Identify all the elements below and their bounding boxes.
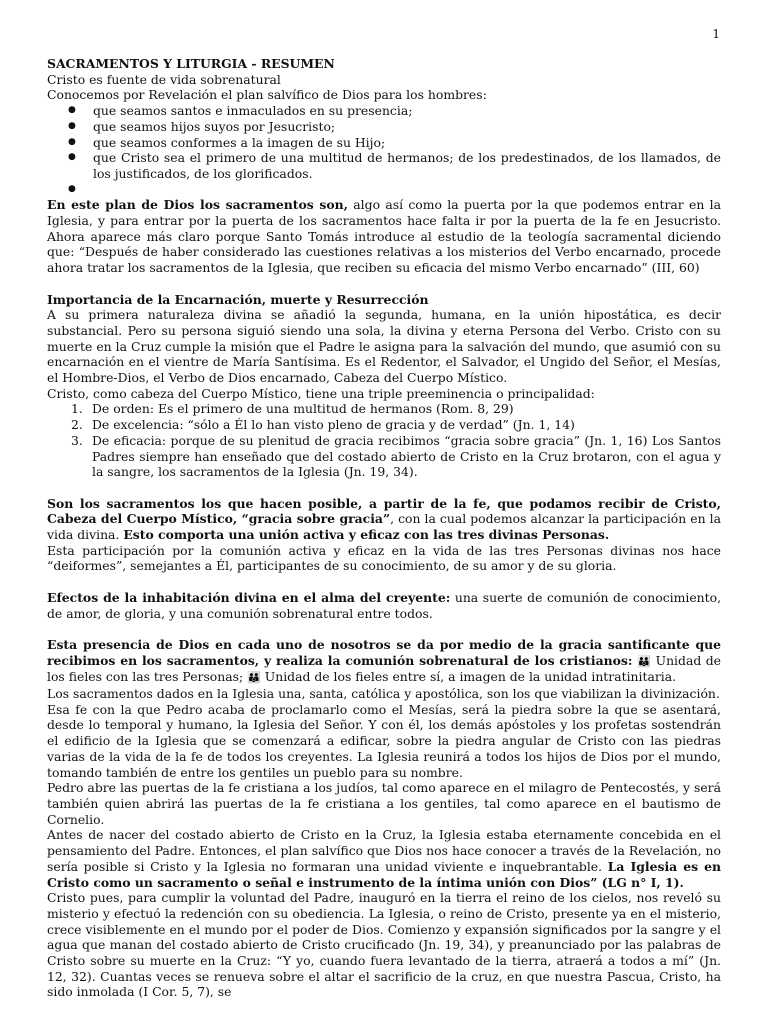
- paragraph-encarnacion: A su primera naturaleza divina se añadió la segunda, humana, en la unión hipostática, es decir substancial. Pero su persona siguió siendo una sola, la divina y eterna Persona del Verbo. Cristo con su muerte en la Cruz cumple la misión que el Padre le asigna para la salvación del mundo, que asumió con su encarnación en el vientre de María Santísima. Es el Redentor, el Salvador, el Ungido del Señor, el Mesías, el Hombre-Dios, el Verbo de Dios encarnado, Cabeza del Cuerpo Místico.: [47, 307, 721, 386]
- paragraph-presencia: [47, 637, 721, 686]
- page-number: 1: [712, 27, 720, 41]
- paragraph-text: Unidad de los fieles con las tres Personas;: [47, 652, 721, 685]
- paragraph-pedro: Esa fe con la que Pedro acaba de proclamarlo como el Mesías, será la piedra sobre la que se asentará, desde lo temporal y humano, la Iglesia del Señor. Y con él, los demás apóstoles y los profetas sostendrán el edificio de la Iglesia que se comenzará a edificar, sobre la piedra angular de Cristo con las piedras varias de la vida de la fe de todos los creyentes. La Iglesia reunirá a todos los hijos de Dios por el mundo, tomando también de entre los gentiles un pueblo para su nombre.: [47, 701, 721, 780]
- bold-lead: Efectos de la inhabitación divina en el alma del creyente:: [47, 589, 451, 605]
- item-text: De orden: Es el primero de una multitud de hermanos (Rom. 8, 29): [92, 401, 514, 417]
- paragraph-pentecostes: Pedro abre las puertas de la fe cristiana a los judíos, tal como aparece en el milagro de Pentecostés, y será también quien abrirá las puertas de la fe cristiana a los gentiles, tal como aparece en el bautismo de Cornelio.: [47, 780, 721, 827]
- numbered-list: [47, 401, 721, 480]
- item-number: 2.: [71, 417, 83, 433]
- bold-lead: Esta presencia de Dios en cada uno de nosotros se da por medio de la gracia santificante que recibimos en los sacramentos, y realiza la comunión sobrenatural de los cristianos:: [47, 636, 721, 668]
- document-title: SACRAMENTOS Y LITURGIA - RESUMEN: [47, 56, 335, 71]
- paragraph-text: una suerte de comunión de conocimiento, de amor, de gloria, y una comunión sobrenatural entre todos.: [47, 589, 722, 621]
- list-item: ● que Cristo sea el primero de una multitud de hermanos; de los predestinados, de los llamados, de los justificados, de los glorificados.: [93, 150, 721, 181]
- bold-text: Esto comporta una unión activa y eficaz con las tres divinas Personas.: [123, 527, 610, 543]
- paragraph-preeminencia: Cristo, como cabeza del Cuerpo Místico, tiene una triple preeminencia o principalidad:: [47, 385, 595, 401]
- intro-line: Conocemos por Revelación el plan salvífico de Dios para los hombres:: [47, 87, 487, 103]
- list-item: [71, 401, 721, 417]
- document-body: [47, 56, 721, 1000]
- list-item: [71, 432, 721, 480]
- paragraph-divinizacion: Los sacramentos dados en la Iglesia una, santa, católica y apostólica, son los que viabilizan la divinización.: [47, 686, 720, 702]
- paragraph-deiformes: Esta participación por la comunión activa y eficaz en la vida de las tres Personas divinas nos hace “deiformes”, semejantes a Él, participantes de su conocimiento, de su amor y de su gloria.: [47, 542, 721, 574]
- list-item: ● que seamos conformes a la imagen de su Hijo;: [93, 135, 721, 151]
- item-text: De excelencia: “sólo a Él lo han visto pleno de gracia y de verdad” (Jn. 1, 14): [92, 417, 575, 433]
- paragraph-sacramentos: [47, 197, 721, 276]
- item-text: De eficacia: porque de su plenitud de gracia recibimos “gracia sobre gracia” (Jn. 1, 16) Los Santos Padres siempre han enseñado que del costado abierto de Cristo en la Cruz brotaron, con el agua y la sangre, los sacramentos de la Iglesia (Jn. 19, 34).: [92, 432, 721, 480]
- list-item-empty: [93, 182, 721, 198]
- bold-text: La Iglesia es en Cristo como un sacramento o señal e instrumento de la íntima unión con Dios” (LG n° I, 1).: [47, 858, 721, 890]
- bold-lead: En este plan de Dios los sacramentos son,: [47, 197, 348, 213]
- paragraph-text: Unidad de los fieles entre sí, a imagen de la unidad intratinitaria.: [260, 669, 677, 685]
- item-number: 3.: [71, 432, 83, 448]
- paragraph-text: Antes de nacer del costado abierto de Cristo en la Cruz, la Iglesia estaba eternamente concebida en el pensamiento del Padre. Entonces, el plan salvífico que Dios nos hace conocer a través de la Revelación, no sería posible si Cristo y la Iglesia no formaran una unidad viviente e inquebrantable.: [47, 827, 721, 874]
- list-item: ● que seamos hijos suyos por Jesucristo;: [93, 119, 721, 135]
- paragraph-gracia: [47, 496, 721, 543]
- paragraph-inhabitacion: [47, 590, 721, 621]
- list-item: [71, 417, 721, 433]
- item-number: 1.: [71, 401, 83, 417]
- subtitle: Cristo es fuente de vida sobrenatural: [47, 71, 281, 87]
- people-icon: 👪: [247, 671, 261, 685]
- section-heading: Importancia de la Encarnación, muerte y Resurrección: [47, 291, 429, 307]
- list-item: ● que seamos santos e inmaculados en su presencia;: [93, 103, 721, 119]
- paragraph-iglesia: [47, 827, 721, 890]
- paragraph-text: , con la cual podemos alcanzar la participación en la vida divina.: [47, 511, 721, 543]
- people-icon: 👪: [636, 654, 652, 668]
- paragraph-text: algo así como la puerta por la que podemos entrar en la Iglesia, y para entrar por la puerta de los sacramentos hace falta ir por la puerta de la fe en Jesucristo. Ahora aparece más claro porque Santo Tomás introduce al estudio de la teología sacramental diciendo que: “Después de haber considerado las cuestiones relativas a los misterios del Verbo encarnado, procede ahora tratar los sacramentos de la Iglesia, que reciben su eficacia del mismo Verbo encarnado” (III, 60): [47, 197, 721, 276]
- bullet-list: [47, 103, 721, 197]
- paragraph-reino: Cristo pues, para cumplir la voluntad del Padre, inauguró en la tierra el reino de los cielos, nos reveló su misterio y efectuó la redención con su obediencia. La Iglesia, o reino de Cristo, presente ya en el misterio, crece visiblemente en el mundo por el poder de Dios. Comienzo y expansión significados por la sangre y el agua que manan del costado abierto de Cristo crucificado (Jn. 19, 34), y preanunciado por las palabras de Cristo sobre su muerte en la Cruz: “Y yo, cuando fuera levantado de la tierra, atraerá a todos a mí” (Jn. 12, 32). Cuantas veces se renueva sobre el altar el sacrificio de la cruz, en que nuestra Pascua, Cristo, ha sido inmolada (I Cor. 5, 7), se: [47, 890, 721, 1000]
- bold-text: Son los sacramentos los que hacen posible, a partir de la fe, que podamos recibir de Cristo, Cabeza del Cuerpo Místico, “gracia sobre gracia”: [47, 495, 721, 527]
